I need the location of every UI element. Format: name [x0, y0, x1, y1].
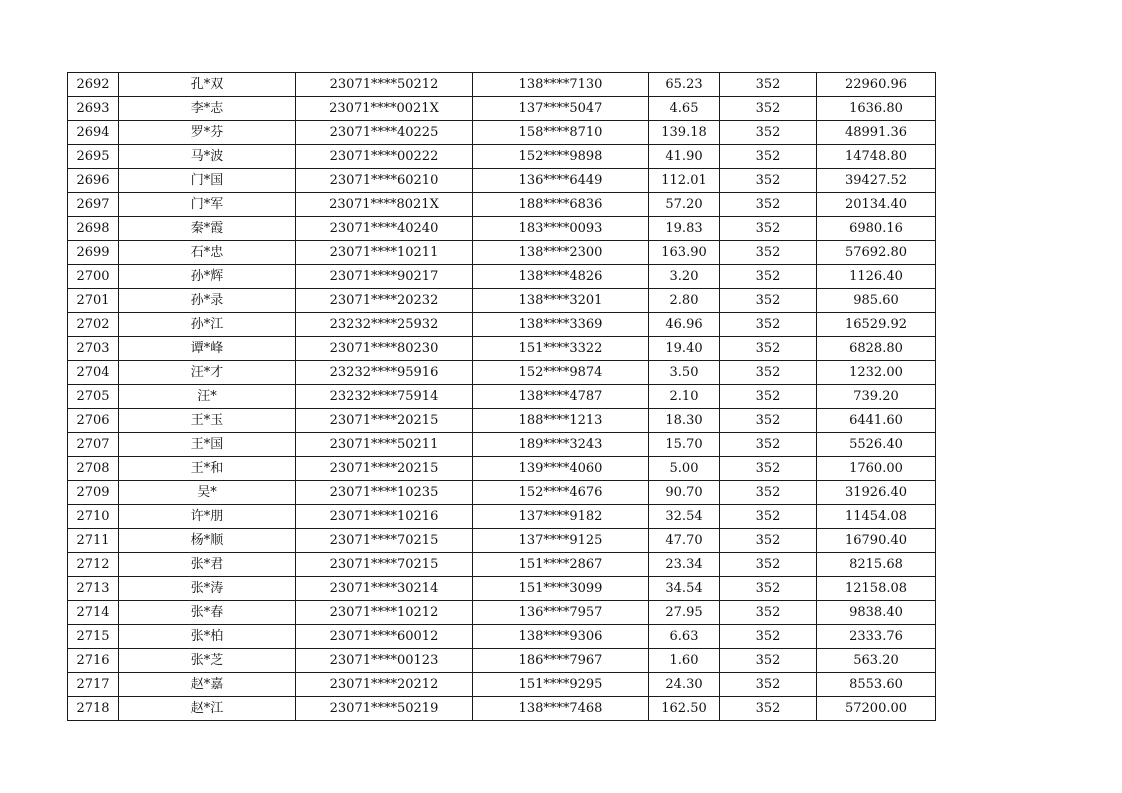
- area-cell: 2.80: [649, 289, 720, 313]
- rate-cell: 352: [720, 169, 817, 193]
- amount-cell: 22960.96: [817, 73, 936, 97]
- amount-cell: 9838.40: [817, 601, 936, 625]
- rate-cell: 352: [720, 409, 817, 433]
- id-number-cell: 23071****40225: [296, 121, 473, 145]
- phone-cell: 137****9125: [473, 529, 649, 553]
- amount-cell: 12158.08: [817, 577, 936, 601]
- name-cell: 谭*峰: [119, 337, 296, 361]
- id-number-cell: 23071****00222: [296, 145, 473, 169]
- area-cell: 6.63: [649, 625, 720, 649]
- rate-cell: 352: [720, 97, 817, 121]
- id-number-cell: 23232****25932: [296, 313, 473, 337]
- phone-cell: 138****3369: [473, 313, 649, 337]
- table-row: [68, 553, 936, 577]
- amount-cell: 6828.80: [817, 337, 936, 361]
- area-cell: 19.40: [649, 337, 720, 361]
- name-cell: 张*君: [119, 553, 296, 577]
- amount-cell: 985.60: [817, 289, 936, 313]
- table-row: [68, 409, 936, 433]
- area-cell: 57.20: [649, 193, 720, 217]
- row-number-cell: 2692: [68, 73, 119, 97]
- amount-cell: 1126.40: [817, 265, 936, 289]
- area-cell: 3.20: [649, 265, 720, 289]
- row-number-cell: 2711: [68, 529, 119, 553]
- area-cell: 1.60: [649, 649, 720, 673]
- name-cell: 门*军: [119, 193, 296, 217]
- rate-cell: 352: [720, 73, 817, 97]
- name-cell: 孔*双: [119, 73, 296, 97]
- table-row: [68, 241, 936, 265]
- name-cell: 王*玉: [119, 409, 296, 433]
- name-cell: 马*波: [119, 145, 296, 169]
- area-cell: 24.30: [649, 673, 720, 697]
- row-number-cell: 2694: [68, 121, 119, 145]
- id-number-cell: 23071****20215: [296, 409, 473, 433]
- area-cell: 47.70: [649, 529, 720, 553]
- amount-cell: 39427.52: [817, 169, 936, 193]
- name-cell: 汪*: [119, 385, 296, 409]
- id-number-cell: 23071****40240: [296, 217, 473, 241]
- amount-cell: 6441.60: [817, 409, 936, 433]
- rate-cell: 352: [720, 241, 817, 265]
- name-cell: 杨*顺: [119, 529, 296, 553]
- area-cell: 139.18: [649, 121, 720, 145]
- phone-cell: 138****4787: [473, 385, 649, 409]
- rate-cell: 352: [720, 625, 817, 649]
- phone-cell: 151****9295: [473, 673, 649, 697]
- phone-cell: 186****7967: [473, 649, 649, 673]
- id-number-cell: 23071****70215: [296, 553, 473, 577]
- id-number-cell: 23071****10211: [296, 241, 473, 265]
- amount-cell: 48991.36: [817, 121, 936, 145]
- table-row: [68, 697, 936, 721]
- area-cell: 65.23: [649, 73, 720, 97]
- table-row: [68, 217, 936, 241]
- id-number-cell: 23071****90217: [296, 265, 473, 289]
- row-number-cell: 2697: [68, 193, 119, 217]
- phone-cell: 183****0093: [473, 217, 649, 241]
- phone-cell: 152****4676: [473, 481, 649, 505]
- area-cell: 4.65: [649, 97, 720, 121]
- table-row: [68, 265, 936, 289]
- phone-cell: 138****3201: [473, 289, 649, 313]
- id-number-cell: 23071****00123: [296, 649, 473, 673]
- area-cell: 41.90: [649, 145, 720, 169]
- table-row: [68, 97, 936, 121]
- name-cell: 罗*芬: [119, 121, 296, 145]
- data-table: [67, 72, 936, 721]
- id-number-cell: 23071****0021X: [296, 97, 473, 121]
- id-number-cell: 23071****20212: [296, 673, 473, 697]
- table-row: [68, 577, 936, 601]
- amount-cell: 57692.80: [817, 241, 936, 265]
- rate-cell: 352: [720, 457, 817, 481]
- id-number-cell: 23071****70215: [296, 529, 473, 553]
- rate-cell: 352: [720, 481, 817, 505]
- id-number-cell: 23071****50211: [296, 433, 473, 457]
- name-cell: 孙*录: [119, 289, 296, 313]
- phone-cell: 137****5047: [473, 97, 649, 121]
- phone-cell: 151****3322: [473, 337, 649, 361]
- table-row: [68, 73, 936, 97]
- table-row: [68, 193, 936, 217]
- phone-cell: 151****3099: [473, 577, 649, 601]
- area-cell: 23.34: [649, 553, 720, 577]
- row-number-cell: 2707: [68, 433, 119, 457]
- amount-cell: 1232.00: [817, 361, 936, 385]
- rate-cell: 352: [720, 217, 817, 241]
- table-body: [68, 73, 936, 721]
- id-number-cell: 23071****50212: [296, 73, 473, 97]
- area-cell: 90.70: [649, 481, 720, 505]
- rate-cell: 352: [720, 145, 817, 169]
- table-row: [68, 121, 936, 145]
- name-cell: 张*涛: [119, 577, 296, 601]
- rate-cell: 352: [720, 121, 817, 145]
- amount-cell: 8553.60: [817, 673, 936, 697]
- rate-cell: 352: [720, 385, 817, 409]
- phone-cell: 152****9874: [473, 361, 649, 385]
- row-number-cell: 2714: [68, 601, 119, 625]
- phone-cell: 138****9306: [473, 625, 649, 649]
- name-cell: 李*志: [119, 97, 296, 121]
- phone-cell: 189****3243: [473, 433, 649, 457]
- table-row: [68, 313, 936, 337]
- row-number-cell: 2701: [68, 289, 119, 313]
- id-number-cell: 23071****10235: [296, 481, 473, 505]
- id-number-cell: 23071****60012: [296, 625, 473, 649]
- name-cell: 张*春: [119, 601, 296, 625]
- rate-cell: 352: [720, 553, 817, 577]
- area-cell: 19.83: [649, 217, 720, 241]
- row-number-cell: 2704: [68, 361, 119, 385]
- id-number-cell: 23071****20215: [296, 457, 473, 481]
- name-cell: 张*芝: [119, 649, 296, 673]
- row-number-cell: 2693: [68, 97, 119, 121]
- row-number-cell: 2710: [68, 505, 119, 529]
- table-row: [68, 457, 936, 481]
- phone-cell: 152****9898: [473, 145, 649, 169]
- table-row: [68, 361, 936, 385]
- table-row: [68, 385, 936, 409]
- id-number-cell: 23071****10212: [296, 601, 473, 625]
- name-cell: 王*国: [119, 433, 296, 457]
- row-number-cell: 2706: [68, 409, 119, 433]
- row-number-cell: 2713: [68, 577, 119, 601]
- rate-cell: 352: [720, 433, 817, 457]
- name-cell: 秦*霞: [119, 217, 296, 241]
- row-number-cell: 2705: [68, 385, 119, 409]
- area-cell: 15.70: [649, 433, 720, 457]
- area-cell: 18.30: [649, 409, 720, 433]
- phone-cell: 139****4060: [473, 457, 649, 481]
- row-number-cell: 2715: [68, 625, 119, 649]
- phone-cell: 188****1213: [473, 409, 649, 433]
- id-number-cell: 23071****80230: [296, 337, 473, 361]
- id-number-cell: 23232****95916: [296, 361, 473, 385]
- area-cell: 112.01: [649, 169, 720, 193]
- area-cell: 34.54: [649, 577, 720, 601]
- phone-cell: 158****8710: [473, 121, 649, 145]
- table-row: [68, 673, 936, 697]
- name-cell: 王*和: [119, 457, 296, 481]
- id-number-cell: 23232****75914: [296, 385, 473, 409]
- phone-cell: 151****2867: [473, 553, 649, 577]
- amount-cell: 31926.40: [817, 481, 936, 505]
- table-row: [68, 289, 936, 313]
- amount-cell: 14748.80: [817, 145, 936, 169]
- rate-cell: 352: [720, 577, 817, 601]
- row-number-cell: 2717: [68, 673, 119, 697]
- id-number-cell: 23071****8021X: [296, 193, 473, 217]
- rate-cell: 352: [720, 673, 817, 697]
- table-row: [68, 433, 936, 457]
- id-number-cell: 23071****50219: [296, 697, 473, 721]
- row-number-cell: 2696: [68, 169, 119, 193]
- phone-cell: 138****2300: [473, 241, 649, 265]
- name-cell: 门*国: [119, 169, 296, 193]
- table-row: [68, 625, 936, 649]
- name-cell: 汪*才: [119, 361, 296, 385]
- phone-cell: 136****6449: [473, 169, 649, 193]
- area-cell: 163.90: [649, 241, 720, 265]
- row-number-cell: 2700: [68, 265, 119, 289]
- id-number-cell: 23071****20232: [296, 289, 473, 313]
- phone-cell: 137****9182: [473, 505, 649, 529]
- table-row: [68, 169, 936, 193]
- area-cell: 5.00: [649, 457, 720, 481]
- table-row: [68, 505, 936, 529]
- name-cell: 赵*江: [119, 697, 296, 721]
- amount-cell: 1760.00: [817, 457, 936, 481]
- rate-cell: 352: [720, 313, 817, 337]
- phone-cell: 138****7468: [473, 697, 649, 721]
- row-number-cell: 2708: [68, 457, 119, 481]
- row-number-cell: 2712: [68, 553, 119, 577]
- amount-cell: 20134.40: [817, 193, 936, 217]
- area-cell: 162.50: [649, 697, 720, 721]
- row-number-cell: 2709: [68, 481, 119, 505]
- rate-cell: 352: [720, 361, 817, 385]
- phone-cell: 138****4826: [473, 265, 649, 289]
- name-cell: 张*柏: [119, 625, 296, 649]
- amount-cell: 5526.40: [817, 433, 936, 457]
- amount-cell: 16529.92: [817, 313, 936, 337]
- table-row: [68, 529, 936, 553]
- row-number-cell: 2695: [68, 145, 119, 169]
- rate-cell: 352: [720, 289, 817, 313]
- id-number-cell: 23071****60210: [296, 169, 473, 193]
- area-cell: 27.95: [649, 601, 720, 625]
- area-cell: 46.96: [649, 313, 720, 337]
- table-row: [68, 601, 936, 625]
- phone-cell: 136****7957: [473, 601, 649, 625]
- name-cell: 赵*嘉: [119, 673, 296, 697]
- name-cell: 许*朋: [119, 505, 296, 529]
- row-number-cell: 2703: [68, 337, 119, 361]
- amount-cell: 11454.08: [817, 505, 936, 529]
- row-number-cell: 2716: [68, 649, 119, 673]
- rate-cell: 352: [720, 697, 817, 721]
- amount-cell: 2333.76: [817, 625, 936, 649]
- amount-cell: 57200.00: [817, 697, 936, 721]
- row-number-cell: 2718: [68, 697, 119, 721]
- row-number-cell: 2702: [68, 313, 119, 337]
- rate-cell: 352: [720, 649, 817, 673]
- rate-cell: 352: [720, 601, 817, 625]
- amount-cell: 16790.40: [817, 529, 936, 553]
- amount-cell: 739.20: [817, 385, 936, 409]
- rate-cell: 352: [720, 337, 817, 361]
- id-number-cell: 23071****30214: [296, 577, 473, 601]
- name-cell: 孙*辉: [119, 265, 296, 289]
- area-cell: 32.54: [649, 505, 720, 529]
- rate-cell: 352: [720, 505, 817, 529]
- rate-cell: 352: [720, 529, 817, 553]
- name-cell: 吴*: [119, 481, 296, 505]
- table-row: [68, 649, 936, 673]
- area-cell: 2.10: [649, 385, 720, 409]
- amount-cell: 563.20: [817, 649, 936, 673]
- area-cell: 3.50: [649, 361, 720, 385]
- amount-cell: 8215.68: [817, 553, 936, 577]
- amount-cell: 1636.80: [817, 97, 936, 121]
- table-row: [68, 337, 936, 361]
- table-row: [68, 145, 936, 169]
- row-number-cell: 2699: [68, 241, 119, 265]
- id-number-cell: 23071****10216: [296, 505, 473, 529]
- amount-cell: 6980.16: [817, 217, 936, 241]
- row-number-cell: 2698: [68, 217, 119, 241]
- table-row: [68, 481, 936, 505]
- rate-cell: 352: [720, 265, 817, 289]
- name-cell: 孙*江: [119, 313, 296, 337]
- phone-cell: 138****7130: [473, 73, 649, 97]
- phone-cell: 188****6836: [473, 193, 649, 217]
- rate-cell: 352: [720, 193, 817, 217]
- name-cell: 石*忠: [119, 241, 296, 265]
